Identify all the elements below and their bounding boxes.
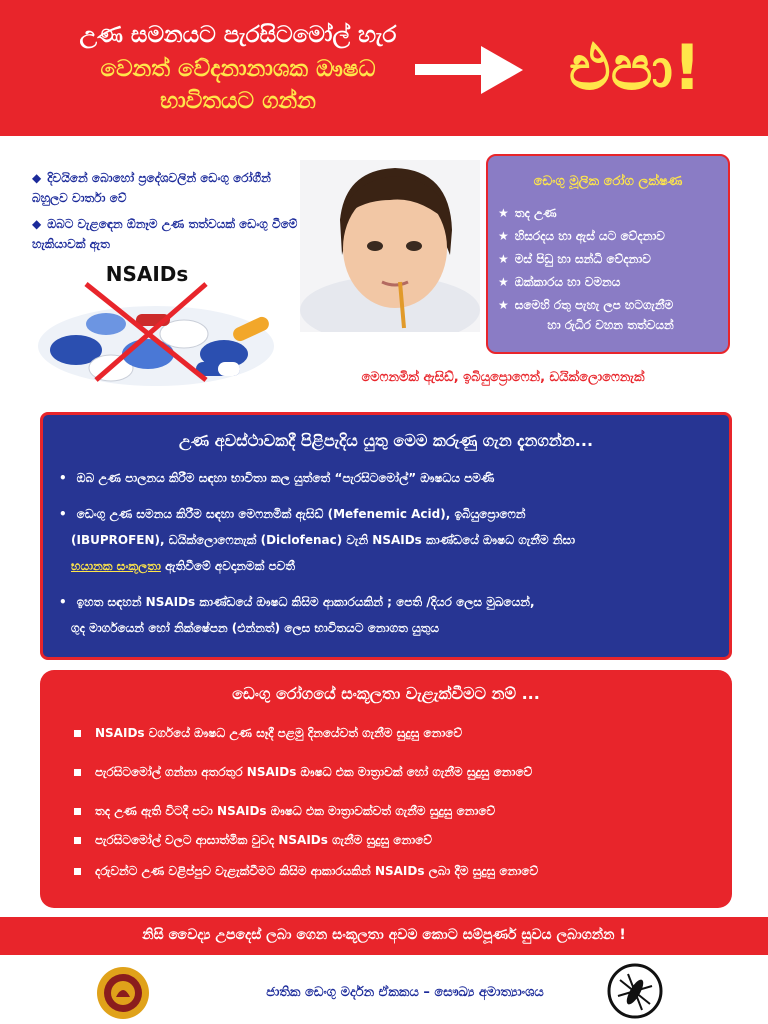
star-icon: ★ [498, 206, 509, 220]
prevention-item: NSAIDs වර්ගයේ ඖෂධ උණ සෑදී පළමු දිනයේවත් ගැනීම සුදුසු නොවේ [74, 726, 714, 741]
square-bullet-icon [74, 730, 81, 737]
organization-name: ජාතික ඩෙංගු මර්දන ඒකකය – සෞඛ්‍ය අමාත්‍යාංශය [266, 985, 544, 1000]
no-mosquito-icon [606, 962, 664, 1020]
intro-bullet: ◆ ඔබට වැළඳෙන ඕනෑම උණ තත්වයක් ඩෙංගු වීමේ හැකියාවක් ඇත [32, 217, 298, 251]
square-bullet-icon [74, 808, 81, 815]
symptom-item: ★ තද උණ [498, 206, 557, 220]
advice-bullet: • ඩෙංගු උණ සමනය කිරීම සඳහා මෙෆනමික් ඇසිඩ් (Mefenemic Acid), ඉබියුප්‍රොෆෙන් [59, 507, 526, 521]
advice-bullet: • ඉහත සඳහන් NSAIDs කාණ්ඩයේ ඖෂධ කිසිම ආකාරයකින් ; පෙති /දියර ලෙස මුඛයෙන්, [59, 595, 535, 609]
symptom-item: ★ ඔක්කාරය හා වමනය [498, 275, 621, 289]
prevention-item: තද උණ ඇති විටදී පවා NSAIDs ඖෂධ එක මාත්‍රාවක්වත් ගැනීම සුදුසු නොවේ [74, 804, 714, 819]
bullet-icon: ◆ [32, 217, 42, 231]
banner-text: නිසි වෛද්‍ය උපදෙස් ලබා ගෙන සංකූලතා අවම කොට සම්පූර්ණ සුවය ලබාගන්න ! [142, 927, 626, 943]
prevention-title: ඩෙංගු රෝගයේ සංකූලතා වැළැක්වීමට නම් ... [232, 684, 540, 703]
advice-bullet: • ඔබ උණ පාලනය කිරීම සඳහා භාවිතා කල යුත්තේ “පැරසිටමෝල්” ඖෂධය පමණි [59, 471, 495, 485]
advice-bullet-line: භයානක සංකූලතා ඇතිවීමේ අවදානමක් පවතී [71, 559, 296, 573]
advice-banner [0, 917, 768, 955]
header-line-1: උණ සමනයට පැරසිටමෝල් හැර [79, 22, 397, 48]
square-bullet-icon [74, 769, 81, 776]
star-icon: ★ [498, 275, 509, 289]
advice-title: උණ අවස්ථාවකදී පිළිපැදිය යුතු මෙම කරුණු ගැන දැනගන්න... [178, 431, 594, 450]
symptom-item-continuation: හා රුධිර වහන තත්වයන් [547, 318, 674, 332]
header-line-2: වෙනත් වේදනානාශක ඖෂධ [100, 56, 376, 82]
symptom-item: ★ මස් පිඩු හා සන්ධි වේදනාව [498, 252, 651, 266]
symptoms-title: ඩෙංගු මූලික රෝග ලක්ෂණ [533, 174, 683, 189]
bullet-icon: • [59, 471, 67, 485]
intro-bullet: ◆ දිවයිනේ බොහෝ ප්‍රදේශවලින් ඩෙංගු රෝගීන් බහුලව වාර්තා වේ [32, 171, 271, 205]
nsaid-drug-names: මෙෆනමික් ඇසිඩ්, ඉබියුප්‍රොෆෙන්, ඩයික්ලොෆෙනැක් [361, 370, 645, 385]
bullet-icon: • [59, 595, 67, 609]
prevention-item: දරුවන්ට උණ වළිප්පුව වැළැක්වීමට කිසිම ආකාරයකින් NSAIDs ලබා දීම සුදුසු නොවේ [74, 864, 714, 879]
star-icon: ★ [498, 252, 509, 266]
dont-warning: එපා! [568, 31, 702, 104]
prevention-item: පැරසිටමෝල් වලට ආසාත්මික වුවද NSAIDs ගැනීම සුදුසු නොවේ [74, 833, 714, 848]
advice-bullet-line: (IBUPROFEN), ඩයික්ලොෆෙනැක් (Diclofenac) වැනි NSAIDs කාණ්ඩයේ ඖෂධ ගැනීම නිසා [71, 533, 576, 547]
bullet-icon: • [59, 507, 67, 521]
header-banner [0, 0, 768, 136]
sick-child-photo [300, 160, 480, 332]
advice-panel [40, 412, 732, 660]
header-line-3: භාවිතයට ගන්න [160, 88, 316, 114]
square-bullet-icon [74, 837, 81, 844]
square-bullet-icon [74, 868, 81, 875]
nsaids-label: NSAIDs [105, 262, 189, 286]
symptom-item: ★ සමෙහි රතු පැහැ ලප හටගැනීම [498, 298, 674, 312]
symptom-item: ★ හිසරදය හා ඇස් යට වේදනාව [498, 229, 665, 243]
symptoms-panel [486, 154, 730, 354]
arrow-right-icon [415, 40, 525, 100]
government-emblem-icon [94, 965, 152, 1021]
prevention-panel [40, 670, 732, 908]
advice-bullet-line: ගුද මාර්ගයෙන් හෝ නික්ෂේපන (එන්නත්) ලෙස භාවිතයට නොගත යුතුය [71, 621, 439, 635]
star-icon: ★ [498, 229, 509, 243]
bullet-icon: ◆ [32, 171, 42, 185]
star-icon: ★ [498, 298, 509, 312]
danger-highlight: භයානක සංකූලතා [71, 559, 161, 573]
prevention-item: පැරසිටමෝල් ගන්නා අතරතුර NSAIDs ඖෂධ එක මාත්‍රාවක් හෝ ගැනීම සුදුසු නොවේ [74, 765, 714, 780]
